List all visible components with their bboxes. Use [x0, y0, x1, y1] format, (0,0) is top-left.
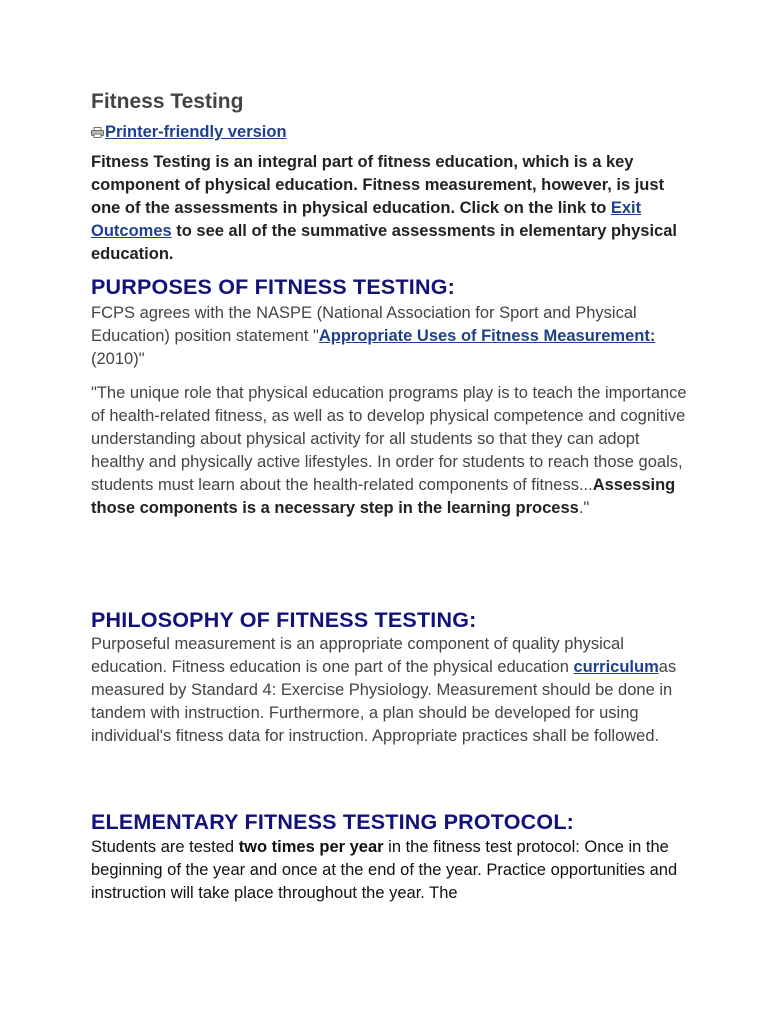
protocol-bold-text: two times per year — [238, 838, 384, 856]
philosophy-heading: PHILOSOPHY OF FITNESS TESTING: — [91, 608, 477, 632]
appropriate-uses-link[interactable]: Appropriate Uses of Fitness Measurement: — [318, 327, 656, 345]
philosophy-paragraph — [91, 633, 691, 748]
quote-paragraph — [91, 382, 691, 520]
protocol-text-1: Students are tested — [91, 838, 239, 856]
purposes-heading: PURPOSES OF FITNESS TESTING: — [91, 275, 455, 299]
intro-text-2: to see all of the summative assessments in elementary physical education. — [91, 222, 677, 263]
purposes-text-2: (2010)" — [91, 350, 145, 368]
intro-paragraph — [91, 151, 691, 266]
intro-text-1: Fitness Testing is an integral part of fitness education, which is a key component of physical education. Fitness measurement, however, is just one of the assessments in physical education. Click on the link to — [91, 153, 665, 217]
quote-bold-text: Assessing those components is a necessary step in the learning process — [91, 476, 676, 517]
protocol-text-2: in the fitness test protocol: Once in the beginning of the year and once at the end of the year. Practice opportunities and instruction will take place throughout the year. The — [91, 838, 678, 902]
quote-text: "The unique role that physical education programs play is to teach the importance of health-related fitness, as well as to develop physical competence and cognitive understanding about physical activity for all students so that they can adopt healthy and physically active lifestyles. In order for students to reach those goals, students must learn about the health-related components of fitness... — [91, 384, 687, 494]
protocol-paragraph — [91, 836, 691, 905]
purposes-paragraph — [91, 302, 691, 371]
philosophy-text-1: Purposeful measurement is an appropriate component of quality physical education. Fitness education is one part of the physical education — [91, 635, 624, 676]
printer-icon — [91, 124, 104, 135]
philosophy-text-2: as measured by Standard 4: Exercise Physiology. Measurement should be done in tandem with instruction. Furthermore, a plan should be developed for using individual's fitness data for instruction. Appropriate practices shall be followed. — [91, 658, 677, 745]
exit-outcomes-link[interactable]: Exit Outcomes — [91, 199, 642, 240]
purposes-text-1: FCPS agrees with the NASPE (National Association for Sport and Physical Education) position statement " — [91, 304, 637, 345]
protocol-heading: ELEMENTARY FITNESS TESTING PROTOCOL: — [91, 810, 575, 834]
printer-friendly-row — [91, 123, 691, 142]
quote-end: ." — [578, 499, 590, 517]
curriculum-link[interactable]: curriculum — [573, 658, 659, 676]
page-title: Fitness Testing — [91, 90, 244, 113]
printer-friendly-link[interactable]: Printer-friendly version — [105, 123, 287, 141]
